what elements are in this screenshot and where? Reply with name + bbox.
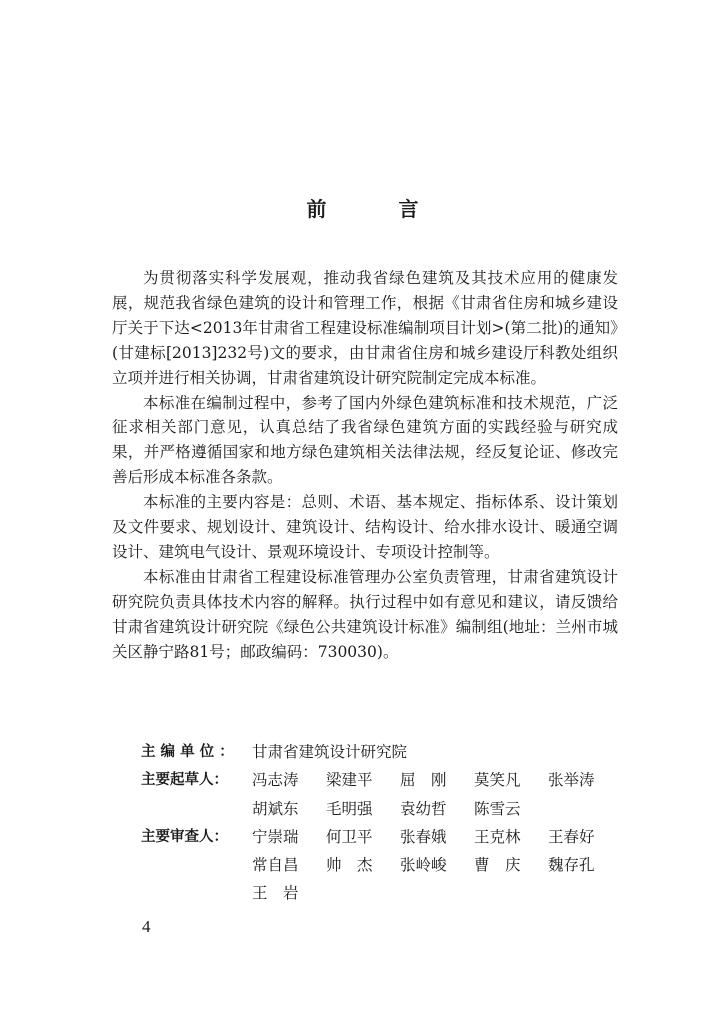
reviewers-label: 主要审查人： <box>141 828 228 845</box>
preface-body <box>112 266 618 665</box>
drafters-names <box>252 766 622 823</box>
reviewer-name: 王 岩 <box>252 884 299 903</box>
reviewer-name: 王春好 <box>548 827 595 846</box>
reviewer-name: 宁崇瑞 <box>252 827 299 846</box>
drafter-name: 陈雪云 <box>474 799 521 818</box>
drafters-label: 主要起草人： <box>141 772 228 789</box>
reviewers-names <box>252 823 622 908</box>
editor-unit-row <box>141 738 621 766</box>
paragraph-2: 本标准在编制过程中，参考了国内外绿色建筑标准和技术规范，广泛征求相关部门意见，认真总结了我省绿色建筑方面的实践经验与研究成果，并严格遵循国家和地方绿色建筑相关法律法规，经反复论证、修改完善后形成本标准各条款。 <box>112 393 618 487</box>
reviewer-name: 魏存孔 <box>548 856 595 875</box>
drafter-name: 冯志涛 <box>252 771 299 790</box>
editor-unit-value: 甘肃省建筑设计研究院 <box>252 743 408 761</box>
drafter-name: 袁幼哲 <box>400 799 447 818</box>
page-number: 4 <box>142 917 151 936</box>
drafter-name: 屈 刚 <box>400 771 447 790</box>
drafter-name: 张举涛 <box>548 771 595 790</box>
paragraph-1: 为贯彻落实科学发展观，推动我省绿色建筑及其技术应用的健康发展，规范我省绿色建筑的设计和管理工作，根据《甘肃省住房和城乡建设厅关于下达<2013年甘肃省工程建设标准编制项目计划>(第二批)的通知》(甘建标[2013]232号)文的要求，由甘肃省住房和城乡建设厅科教处组织立项并进行相关协调，甘肃省建筑设计研究院制定完成本标准。 <box>112 269 618 387</box>
paragraph-3: 本标准的主要内容是：总则、术语、基本规定、指标体系、设计策划及文件要求、规划设计、建筑设计、结构设计、给水排水设计、暖通空调设计、建筑电气设计、景观环境设计、专项设计控制等。 <box>112 493 618 561</box>
staff-list <box>141 738 621 908</box>
reviewer-name: 常自昌 <box>252 856 299 875</box>
page-title: 前 言 <box>306 197 445 221</box>
reviewer-name: 张岭峻 <box>400 856 447 875</box>
reviewer-name: 王克林 <box>474 827 521 846</box>
reviewer-name: 张春娥 <box>400 827 447 846</box>
drafter-name: 莫笑凡 <box>474 771 521 790</box>
reviewer-name: 帅 杰 <box>326 856 373 875</box>
reviewers-row <box>141 823 621 908</box>
drafter-name: 胡斌东 <box>252 799 299 818</box>
editor-unit-label: 主 编 单 位 ： <box>141 744 234 760</box>
paragraph-4: 本标准由甘肃省工程建设标准管理办公室负责管理，甘肃省建筑设计研究院负责具体技术内容的解释。执行过程中如有意见和建议，请反馈给甘肃省建筑设计研究院《绿色公共建筑设计标准》编制组(地址：兰州市城关区静宁路81号；邮政编码：730030)。 <box>112 567 618 661</box>
drafters-row <box>141 766 621 823</box>
reviewer-name: 何卫平 <box>326 827 373 846</box>
drafter-name: 梁建平 <box>326 771 373 790</box>
drafter-name: 毛明强 <box>326 799 373 818</box>
reviewer-name: 曹 庆 <box>474 856 521 875</box>
